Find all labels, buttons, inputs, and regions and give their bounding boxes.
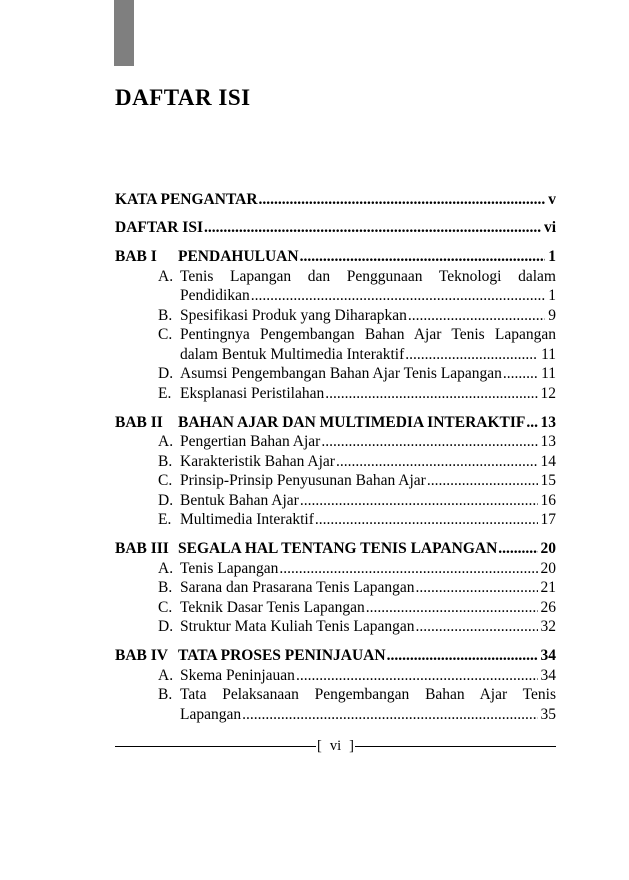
item-last-line [180,306,556,326]
page-number: 20 [540,559,556,577]
page-number: 15 [540,472,556,489]
item-text: Tenis Lapangan dan Penggunaan Teknologi dalam [180,267,556,285]
dot-leader [404,345,538,365]
item-body [180,471,556,491]
toc-item [115,364,556,384]
toc-item [115,325,556,364]
item-body [180,306,556,326]
item-last-line [180,432,556,452]
item-body [180,510,556,530]
toc-item [115,559,556,579]
item-last-line [180,452,556,472]
item-last-line [180,384,556,404]
item-last-line [180,345,556,365]
item-letter: C. [158,598,173,616]
page-number: 26 [540,598,556,616]
item-body [180,432,556,452]
chapter-title: TATA PROSES PENINJAUAN [178,647,386,664]
dot-leader [426,471,538,491]
item-letter: B. [158,452,173,470]
page-footer [115,736,556,756]
item-letter: D. [158,365,174,382]
page-number: 34 [540,647,556,664]
item-letter: A. [158,267,174,285]
item-text: Spesifikasi Produk yang Diharapkan [180,306,407,324]
chapter-number: BAB IV [115,647,168,664]
item-text: Prinsip-Prinsip Penyusunan Bahan Ajar [180,472,426,489]
chapter-number: BAB II [115,413,163,431]
item-body [180,491,556,511]
item-body [180,364,556,384]
dot-leader [407,306,545,326]
page-number: 35 [540,705,556,723]
page-number: 20 [540,540,556,557]
page-number: 34 [540,666,556,684]
item-letter: C. [158,472,173,489]
dot-leader [335,452,538,472]
toc-item [115,685,556,724]
item-text: Multimedia Interaktif [180,511,314,528]
item-last-line [180,491,556,511]
item-letter: E. [158,384,172,402]
chapter-title: BAHAN AJAR DAN MULTIMEDIA INTERAKTIF [178,413,526,431]
item-text: Eksplanasi Peristilahan [180,384,325,402]
dot-leader [258,190,546,210]
item-body [180,666,556,686]
item-letter: C. [158,326,173,343]
item-text: Tata Pelaksanaan Pengembangan Bahan Ajar Tenis [180,686,556,703]
chapter-title: PENDAHULUAN [178,248,299,265]
dot-leader [502,364,538,384]
footer-rule-right [355,746,556,747]
page-number: 16 [540,491,556,509]
page-number: 9 [548,306,556,324]
toc-item [115,666,556,686]
item-text: Sarana dan Prasarana Tenis Lapangan [180,579,415,596]
item-text: Skema Peninjauan [180,666,295,684]
item-text: Struktur Mata Kuliah Tenis Lapangan [180,618,415,635]
page-title: DAFTAR ISI [115,85,251,110]
footer-bracket-right: ] [349,738,354,754]
item-body [180,267,556,306]
item-last-line [180,559,556,579]
item-text: Pendidikan [180,287,250,304]
toc-item [115,578,556,598]
dot-leader [414,578,537,598]
page-number: 13 [540,413,556,431]
item-body [180,384,556,404]
page-number: 12 [540,384,556,402]
chapter-title: SEGALA HAL TENTANG TENIS LAPANGAN [178,540,498,557]
item-letter: B. [158,306,173,324]
toc-item [115,267,556,306]
toc-chapter-heading [115,539,556,559]
dot-leader [250,286,546,306]
item-last-line [180,578,556,598]
toc-item [115,617,556,637]
item-letter: A. [158,666,174,684]
item-letter: B. [158,686,173,703]
item-text: Karakteristik Bahan Ajar [180,452,335,470]
toc-item [115,384,556,404]
page-number: 11 [541,365,556,382]
page-number: 14 [540,452,556,470]
toc-item [115,452,556,472]
footer-rule-left [115,746,316,747]
item-letter: D. [158,618,174,635]
page-number: vi [543,219,556,236]
item-body [180,617,556,637]
page-number: 13 [540,433,556,450]
item-letter: A. [158,433,174,450]
dot-leader [386,646,538,666]
dot-leader [415,617,538,637]
dot-leader [278,559,537,579]
dot-leader [241,705,537,725]
item-last-line [180,364,556,384]
page-number: 17 [540,511,556,528]
dot-leader [324,384,537,404]
toc-item [115,471,556,491]
page-number: 32 [540,618,556,635]
header-accent-bar [114,0,134,66]
footer-bracket-left: [ [317,738,322,754]
item-body [180,578,556,598]
toc-item [115,432,556,452]
item-letter: D. [158,491,174,509]
item-text: Asumsi Pengembangan Bahan Ajar Tenis Lapangan [180,365,502,382]
item-letter: E. [158,511,172,528]
item-body [180,325,556,364]
item-text: Lapangan [180,705,242,723]
item-last-line [180,598,556,618]
dot-leader [525,413,537,433]
dot-leader [320,432,537,452]
dot-leader [299,247,546,267]
item-last-line [180,510,556,530]
page-number: 11 [541,345,556,363]
item-text: Tenis Lapangan [180,559,279,577]
item-last-line [180,666,556,686]
dot-leader [497,539,537,559]
page-number: 1 [548,248,556,265]
item-body [180,452,556,472]
dot-leader [203,218,541,238]
dot-leader [365,598,538,618]
item-text: dalam Bentuk Multimedia Interaktif [180,345,405,363]
dot-leader [299,491,538,511]
item-last-line [180,617,556,637]
page-number: v [548,191,556,208]
item-body [180,559,556,579]
item-last-line [180,286,556,306]
toc-front-entry [115,218,556,238]
chapter-number: BAB I [115,248,157,265]
toc-list [115,190,556,724]
item-letter: A. [158,559,174,577]
item-body [180,598,556,618]
toc-item [115,306,556,326]
footer-page-number: vi [329,738,342,754]
toc-front-entry [115,190,556,210]
page-number: 1 [548,287,556,304]
item-last-line [180,471,556,491]
toc-chapter-heading [115,413,556,433]
item-last-line [180,705,556,725]
toc-item [115,598,556,618]
item-letter: B. [158,579,173,596]
item-body [180,685,556,724]
toc-item [115,491,556,511]
item-text: Bentuk Bahan Ajar [180,491,299,509]
item-text: Pentingnya Pengembangan Bahan Ajar Tenis Lapangan [180,326,556,343]
page-number: 21 [540,579,556,596]
toc-chapter-heading [115,247,556,267]
toc-chapter-heading [115,646,556,666]
toc-entry-label: KATA PENGANTAR [115,191,258,208]
item-text: Pengertian Bahan Ajar [180,433,321,450]
dot-leader [314,510,538,530]
toc-item [115,510,556,530]
dot-leader [295,666,538,686]
chapter-number: BAB III [115,540,169,557]
item-text: Teknik Dasar Tenis Lapangan [180,598,365,616]
toc-entry-label: DAFTAR ISI [115,219,203,236]
